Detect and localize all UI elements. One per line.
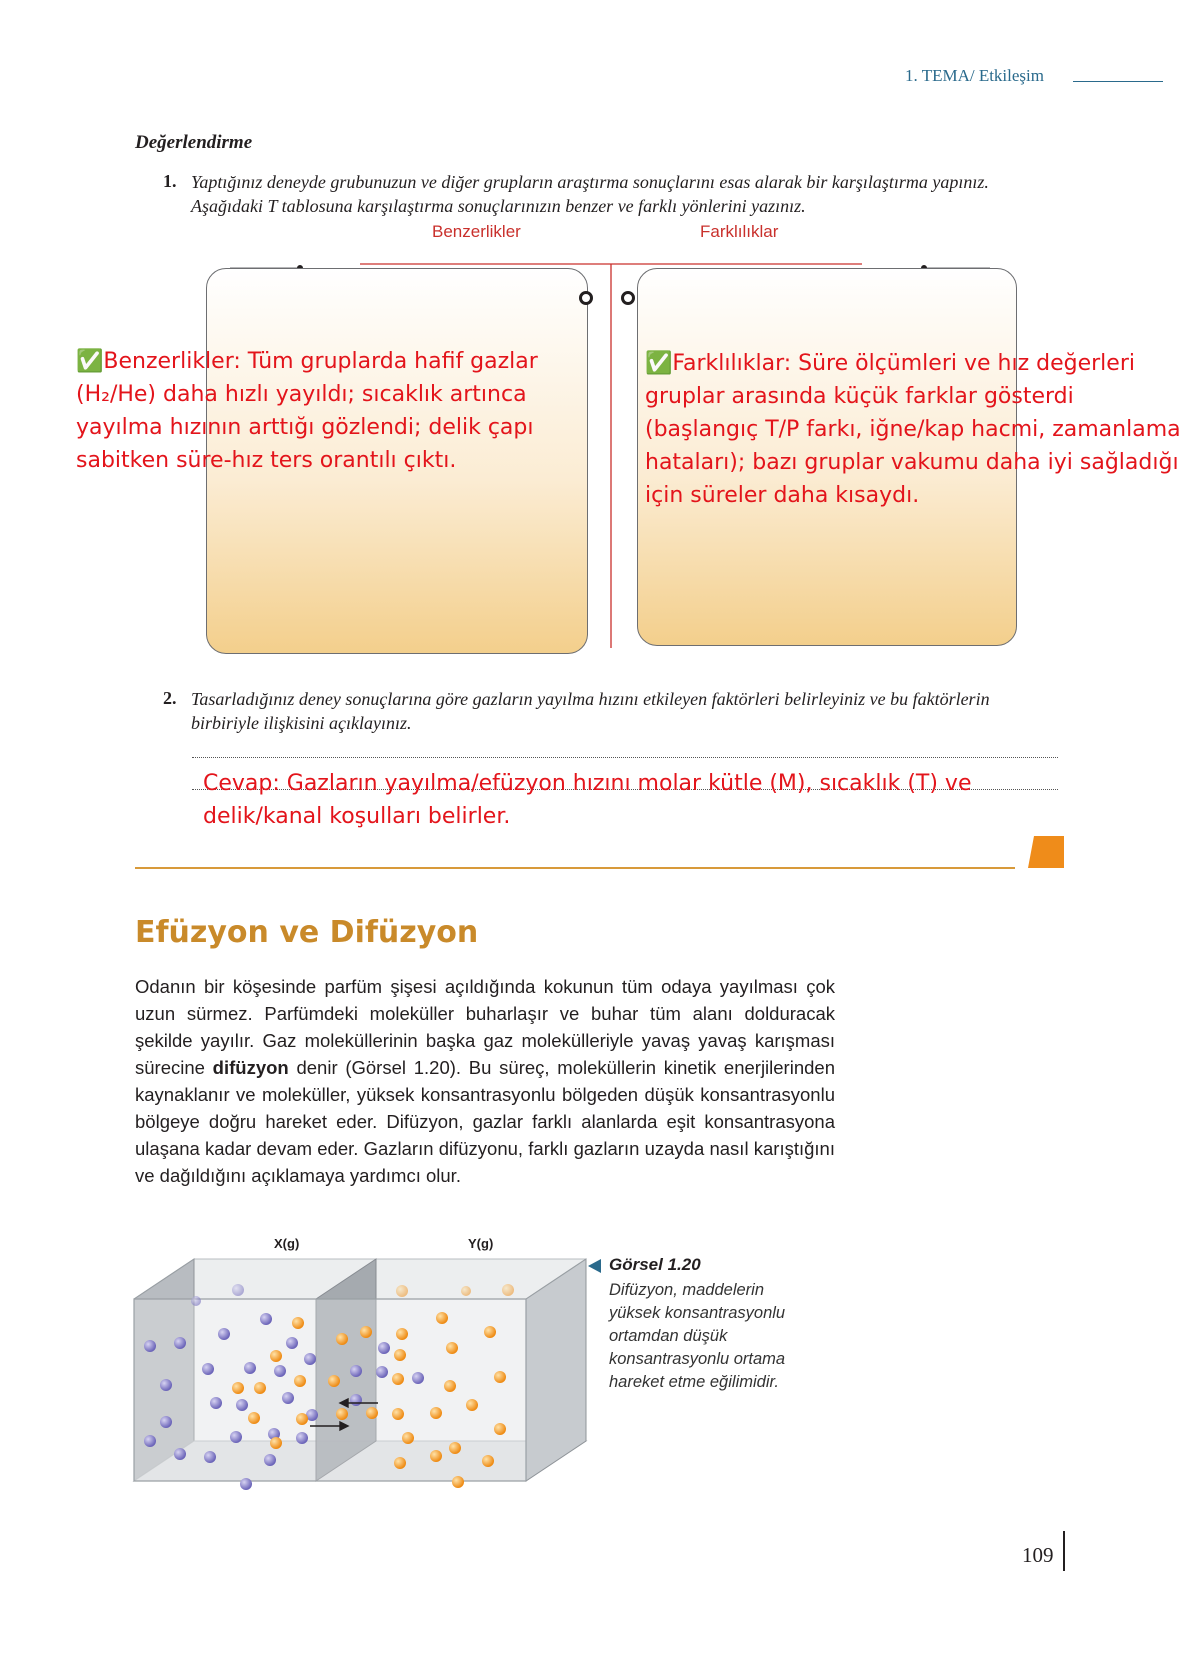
evaluation-title: Değerlendirme — [135, 132, 253, 153]
answer-question-2: Cevap: Gazların yayılma/efüzyon hızını molar kütle (M), sıcaklık (T) ve delik/kanal koşulları belirler. — [203, 771, 972, 829]
t-table-rings — [578, 290, 638, 310]
figure-caption-text: Difüzyon, maddelerin yüksek konsantrasyonlu ortamdan düşük konsantrasyonlu ortama hareket etme eğilimidir. — [609, 1281, 786, 1391]
page-number-rule — [1063, 1531, 1065, 1571]
section-title: Efüzyon ve Difüzyon — [135, 915, 479, 950]
section-divider — [135, 867, 1015, 869]
question-1-text: Yaptığınız deneyde grubunuzun ve diğer grupların araştırma sonuçlarını esas alarak bir karşılaştırma yapınız. Aşağıdaki T tablosuna karşılaştırma sonuçlarınızın benzer ve farklı yönlerini yazınız. — [191, 172, 989, 216]
paragraph-text-1: Odanın bir köşesinde parfüm şişesi açıldığında kokunun tüm odaya yayılması çok uzun sürmez. Parfümdeki moleküller buharlaşır ve buhar tüm alanı dolduracak şekilde yayılır. Gaz moleküllerinin başka gaz molekülleriyle yavaş yavaş karışması sürecine — [135, 976, 835, 1078]
header-tema: 1. TEMA/ Etkileşim — [905, 66, 1044, 85]
t-table-right-label: Farklılıklar — [700, 222, 779, 241]
page-number: 109 — [1022, 1543, 1054, 1567]
answer-similarities: ✅Benzerlikler: Tüm gruplarda hafif gazlar (H₂/He) daha hızlı yayıldı; sıcaklık artınca yayılma hızının arttığı gözlendi; delik çapı sabitken süre-hız ters orantılı çıktı. — [76, 349, 538, 473]
paragraph-text-2: denir (Görsel 1.20). Bu süreç, moleküllerin kinetik enerjilerinden kaynaklanır ve moleküller, yüksek konsantrasyonlu bölgeden düşük konsantrasyonlu bölgeye doğru hareket eder. Difüzyon, gazlar farklı alanlarda eşit konsantrasyona ulaşana kadar devam eder. Gazların difüzyonu, farklı gazların uzayda nasıl karıştığını ve dağıldığını açıklamaya yardımcı olur. — [135, 1057, 835, 1186]
question-1-number: 1. — [163, 171, 177, 191]
figure-label-x: X(g) — [274, 1236, 300, 1251]
t-table-left-label: Benzerlikler — [432, 222, 521, 241]
caption-pointer-icon — [588, 1259, 602, 1273]
question-2-number: 2. — [163, 688, 177, 708]
diffusion-figure — [130, 1255, 600, 1495]
section-marker — [1028, 836, 1064, 868]
question-2-text: Tasarladığınız deney sonuçlarına göre gazların yayılma hızını etkileyen faktörleri belirleyiniz ve bu faktörlerin birbiriyle ilişkisini açıklayınız. — [191, 689, 990, 733]
figure-caption-title: Görsel 1.20 — [609, 1255, 701, 1274]
section-paragraph — [135, 973, 835, 1189]
answer-differences: ✅Farklılıklar: Süre ölçümleri ve hız değerleri gruplar arasında küçük farklar gösterdi (başlangıç T/P farkı, iğne/kap hacmi, zamanlama hataları); bazı gruplar vakumu daha iyi sağladığı için süreler daha kısaydı. — [645, 351, 1181, 508]
figure-label-y: Y(g) — [468, 1236, 494, 1251]
paragraph-bold-term: difüzyon — [212, 1057, 289, 1078]
answer-line-1 — [192, 757, 1058, 758]
